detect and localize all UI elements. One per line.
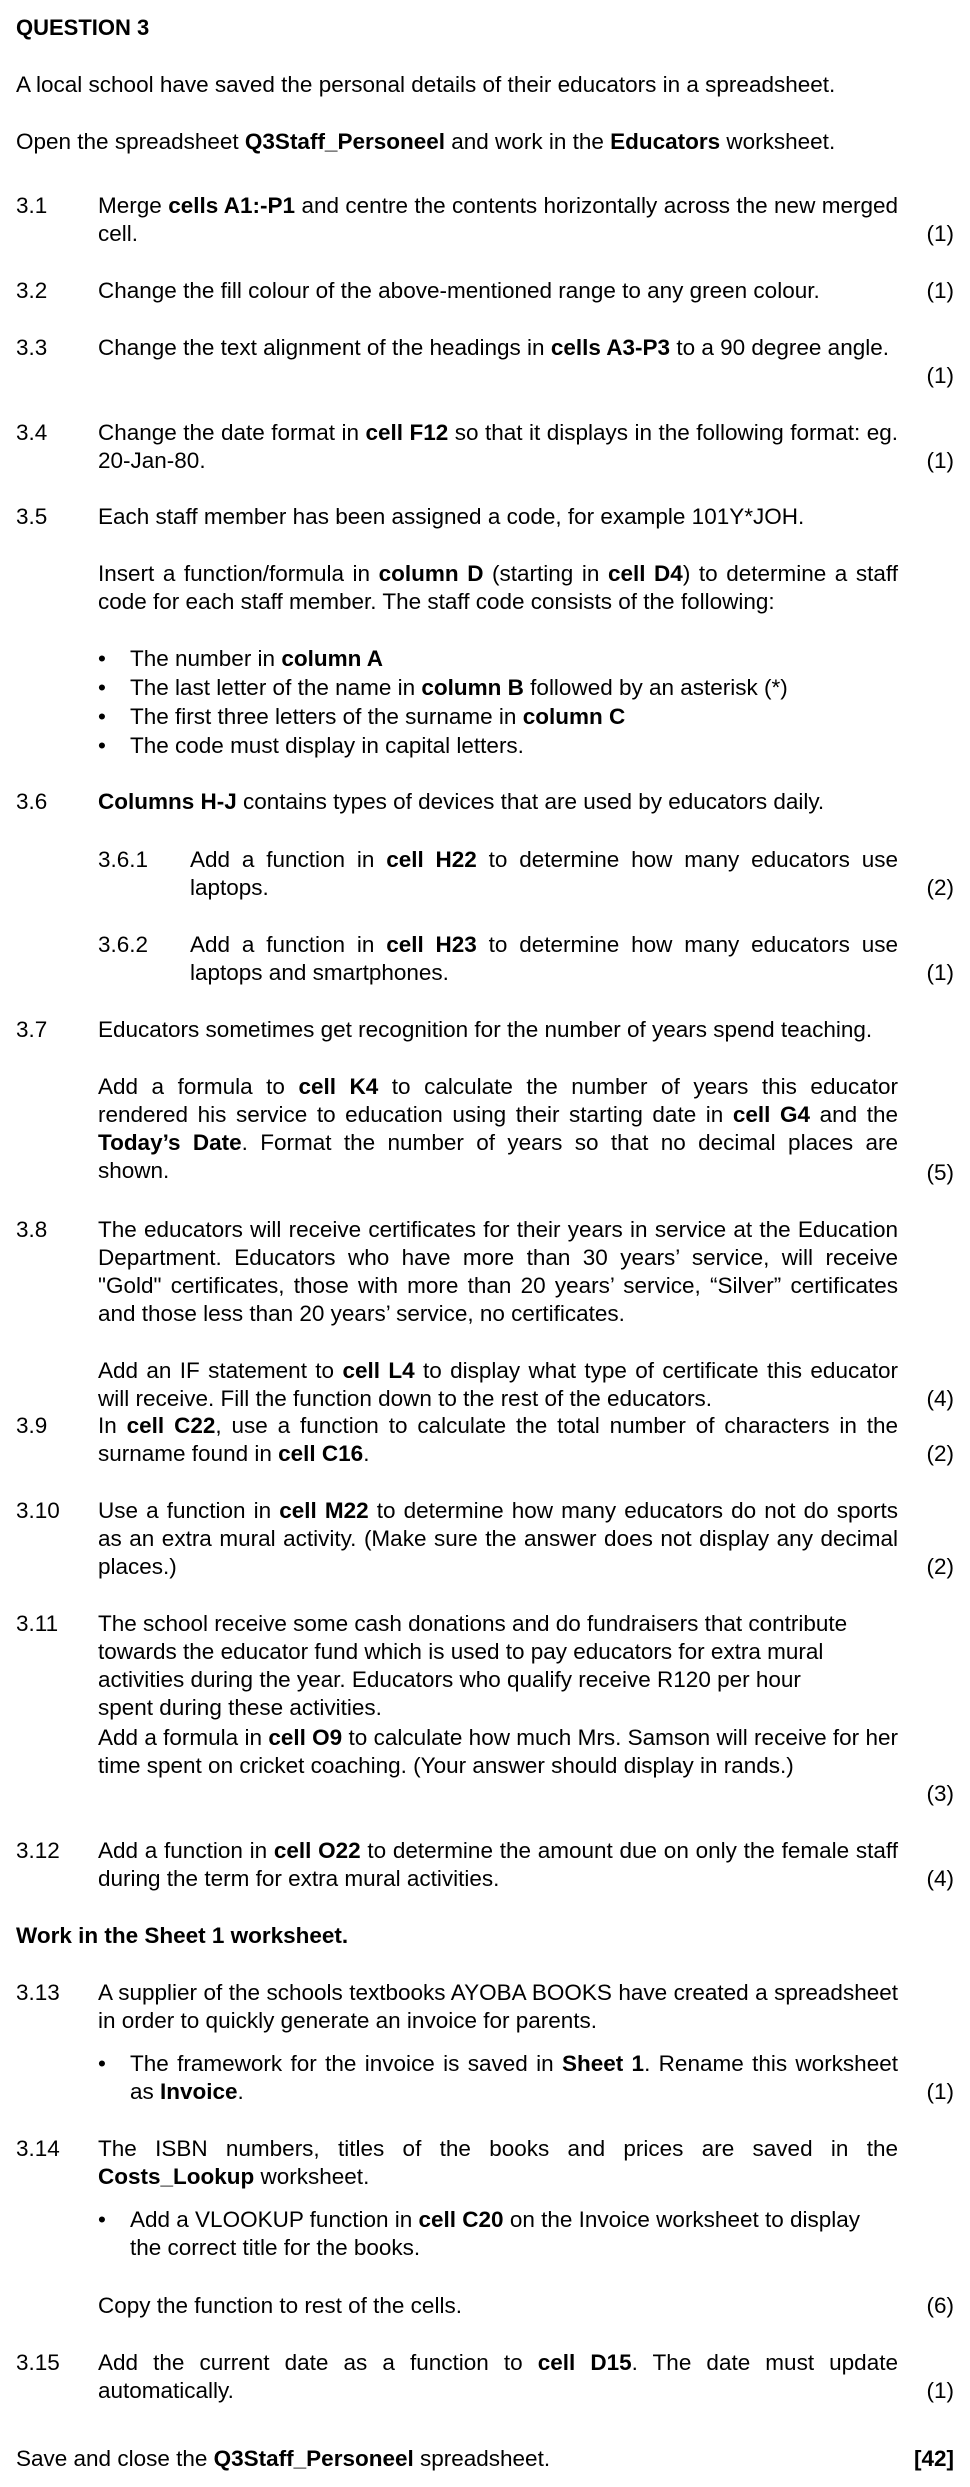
mark: (1) (926, 278, 954, 303)
question-title: QUESTION 3 (16, 15, 150, 40)
mark: (1) (926, 2378, 954, 2403)
mark: (1) (926, 363, 954, 388)
mark: (4) (926, 1386, 954, 1411)
mark: (2) (926, 1441, 954, 1466)
mark: (1) (926, 448, 954, 473)
mark: (3) (926, 1781, 954, 1806)
mark: (2) (926, 875, 954, 900)
mark: (6) (926, 2293, 954, 2318)
intro-instruction: Open the spreadsheet Q3Staff_Personeel and work in the Educators worksheet. (16, 129, 836, 154)
mark: (2) (926, 1554, 954, 1579)
mark: (1) (926, 2079, 954, 2104)
mark: (5) (926, 1160, 954, 1185)
mark: (4) (926, 1866, 954, 1891)
total-marks: [42] (913, 2446, 954, 2471)
section-heading: Work in the Sheet 1 worksheet. (16, 1923, 349, 1948)
mark: (1) (926, 221, 954, 246)
intro-text: A local school have saved the personal details of their educators in a spreadsheet. (16, 72, 836, 97)
mark: (1) (926, 960, 954, 985)
